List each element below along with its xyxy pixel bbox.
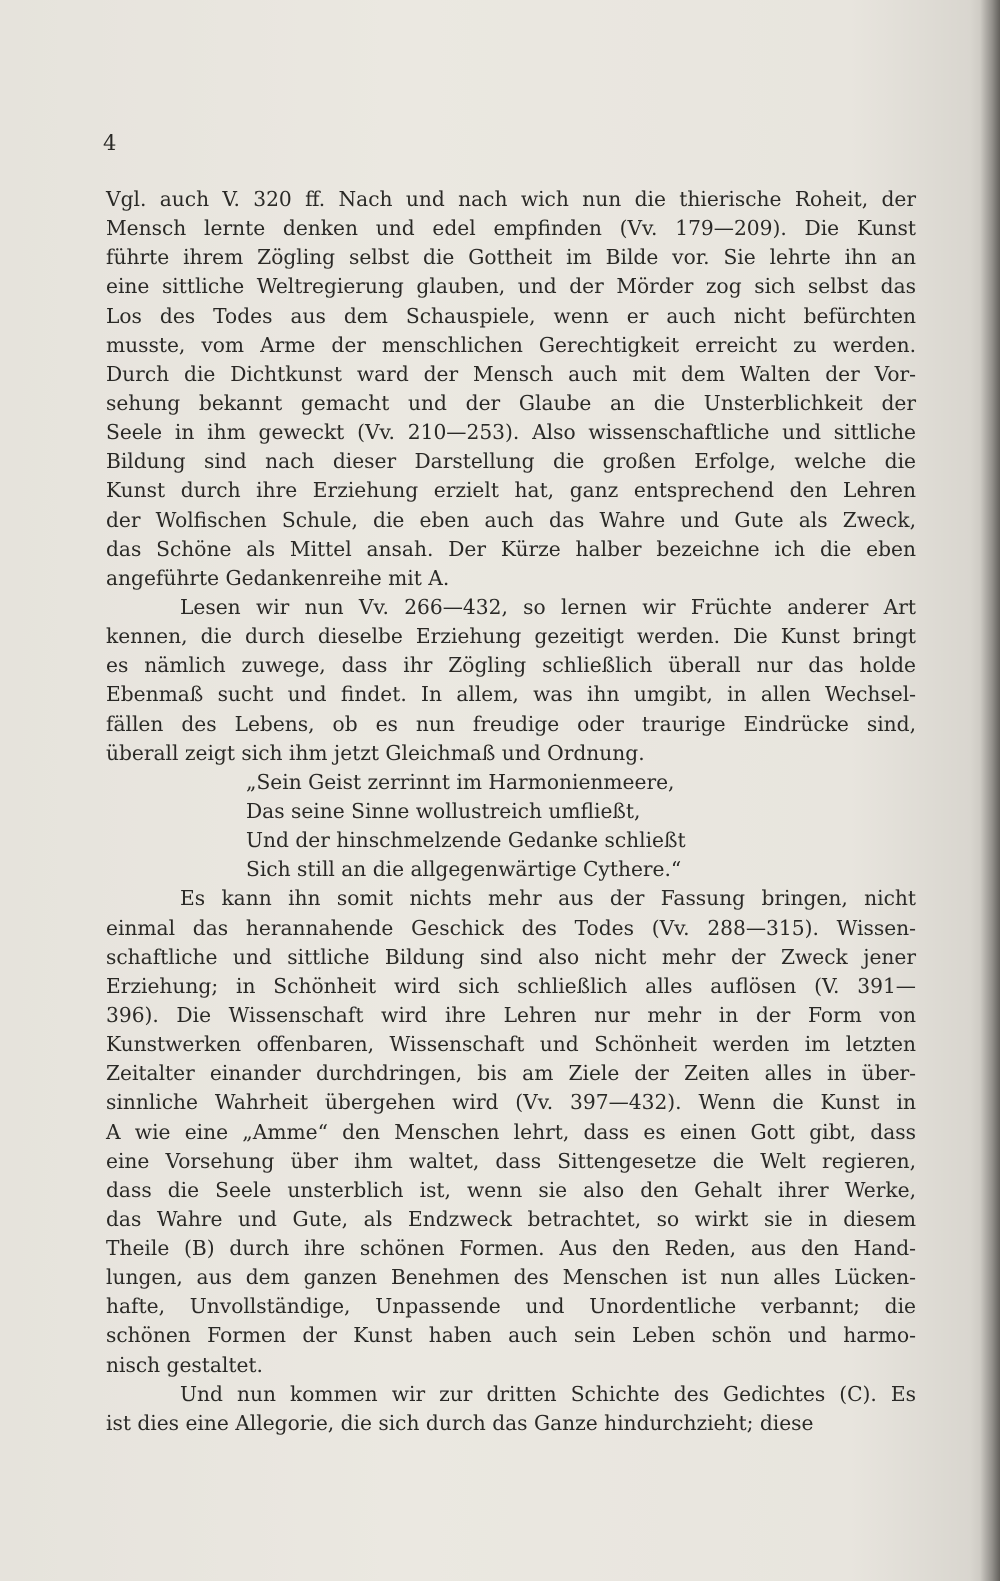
text-line: angeführte Gedankenreihe mit A. (106, 565, 450, 590)
text-line: es nämlich zuwege, dass ihr Zögling schließlich überall nur das holde (106, 653, 916, 678)
text-line: nisch gestaltet. (106, 1352, 263, 1377)
text-line: sinnliche Wahrheit übergehen wird (Vv. 397—432). Wenn die Kunst in (106, 1090, 916, 1115)
text-line: das Schöne als Mittel ansah. Der Kürze halber bezeichne ich die eben (106, 536, 916, 561)
text-line: Mensch lernte denken und edel empfinden (Vv. 179—209). Die Kunst (106, 216, 916, 241)
text-line: schaftliche und sittliche Bildung sind also nicht mehr der Zweck jener (106, 944, 916, 969)
text-line: Es kann ihn somit nichts mehr aus der Fassung bringen, nicht (180, 886, 916, 911)
text-line: hafte, Unvollständige, Unpassende und Unordentliche verbannt; die (106, 1294, 916, 1319)
text-line: lungen, aus dem ganzen Benehmen des Menschen ist nun alles Lücken- (106, 1265, 916, 1290)
text-line: 396). Die Wissenschaft wird ihre Lehren nur mehr in der Form von (106, 1002, 916, 1027)
text-line: einmal das herannahende Geschick des Todes (Vv. 288—315). Wissen- (106, 915, 916, 940)
text-line: Kunst durch ihre Erziehung erzielt hat, ganz entsprechend den Lehren (106, 478, 916, 503)
text-line: Theile (B) durch ihre schönen Formen. Aus den Reden, aus den Hand- (106, 1236, 916, 1261)
text-line: ist dies eine Allegorie, die sich durch das Ganze hindurchzieht; diese (106, 1410, 814, 1435)
text-line: Vgl. auch V. 320 ff. Nach und nach wich nun die thierische Roheit, der (106, 187, 916, 211)
text-line: sehung bekannt gemacht und der Glaube an die Unsterblichkeit der (106, 390, 916, 415)
paragraph (106, 593, 916, 768)
text-line: dass die Seele unsterblich ist, wenn sie also den Gehalt ihrer Werke, (106, 1177, 916, 1202)
text-line: Bildung sind nach dieser Darstellung die großen Erfolge, welche die (106, 449, 916, 474)
poem-line: Und der hinschmelzende Gedanke schließt (246, 828, 686, 853)
paragraphs-before-poem (106, 185, 916, 768)
poem-line: Das seine Sinne wollustreich umfließt, (246, 798, 641, 823)
text-line: fällen des Lebens, ob es nun freudige oder traurige Eindrücke sind, (106, 711, 916, 736)
text-line: A wie eine „Amme“ den Menschen lehrt, dass es einen Gott gibt, dass (106, 1119, 916, 1144)
poem-line: Sich still an die allgegenwärtige Cythere.“ (246, 857, 682, 882)
text-line: kennen, die durch dieselbe Erziehung gezeitigt werden. Die Kunst bringt (106, 624, 916, 649)
text-line: eine sittliche Weltregierung glauben, und der Mörder zog sich selbst das (106, 274, 916, 299)
paragraph (106, 185, 916, 593)
paragraphs-after-poem (106, 884, 916, 1438)
text-line: Kunstwerken offenbaren, Wissenschaft und Schönheit werden im letzten (106, 1032, 916, 1057)
paragraph (106, 1380, 916, 1438)
text-line: Erziehung; in Schönheit wird sich schließlich alles auflösen (V. 391— (106, 973, 916, 998)
text-line: überall zeigt sich ihm jetzt Gleichmaß und Ordnung. (106, 740, 645, 765)
text-line: Seele in ihm geweckt (Vv. 210—253). Also wissenschaftliche und sittliche (106, 420, 916, 445)
poem-line: „Sein Geist zerrinnt im Harmonienmeere, (246, 769, 675, 794)
text-line: eine Vorsehung über ihm waltet, dass Sittengesetze die Welt regieren, (106, 1148, 916, 1173)
text-line: Ebenmaß sucht und findet. In allem, was ihn umgibt, in allen Wechsel- (106, 682, 916, 707)
text-line: schönen Formen der Kunst haben auch sein Leben schön und harmo- (106, 1323, 916, 1348)
text-line: Und nun kommen wir zur dritten Schichte des Gedichtes (C). Es (180, 1381, 916, 1406)
text-line: Durch die Dichtkunst ward der Mensch auch mit dem Walten der Vor- (106, 361, 916, 386)
text-line: musste, vom Arme der menschlichen Gerechtigkeit erreicht zu werden. (106, 332, 916, 357)
page-body (106, 185, 916, 1438)
page-edge-shadow (980, 0, 1000, 1581)
text-line: Zeitalter einander durchdringen, bis am Ziele der Zeiten alles in über- (106, 1061, 916, 1086)
text-line: das Wahre und Gute, als Endzweck betrachtet, so wirkt sie in diesem (106, 1206, 916, 1231)
text-line: der Wolfischen Schule, die eben auch das Wahre und Gute als Zweck, (106, 507, 916, 532)
poem-quotation (106, 768, 916, 885)
text-line: führte ihrem Zögling selbst die Gottheit im Bilde vor. Sie lehrte ihn an (106, 245, 916, 270)
text-line: Lesen wir nun Vv. 266—432, so lernen wir Früchte anderer Art (180, 594, 916, 619)
text-line: Los des Todes aus dem Schauspiele, wenn er auch nicht befürchten (106, 303, 916, 328)
page-number: 4 (103, 131, 117, 155)
paragraph (106, 884, 916, 1379)
